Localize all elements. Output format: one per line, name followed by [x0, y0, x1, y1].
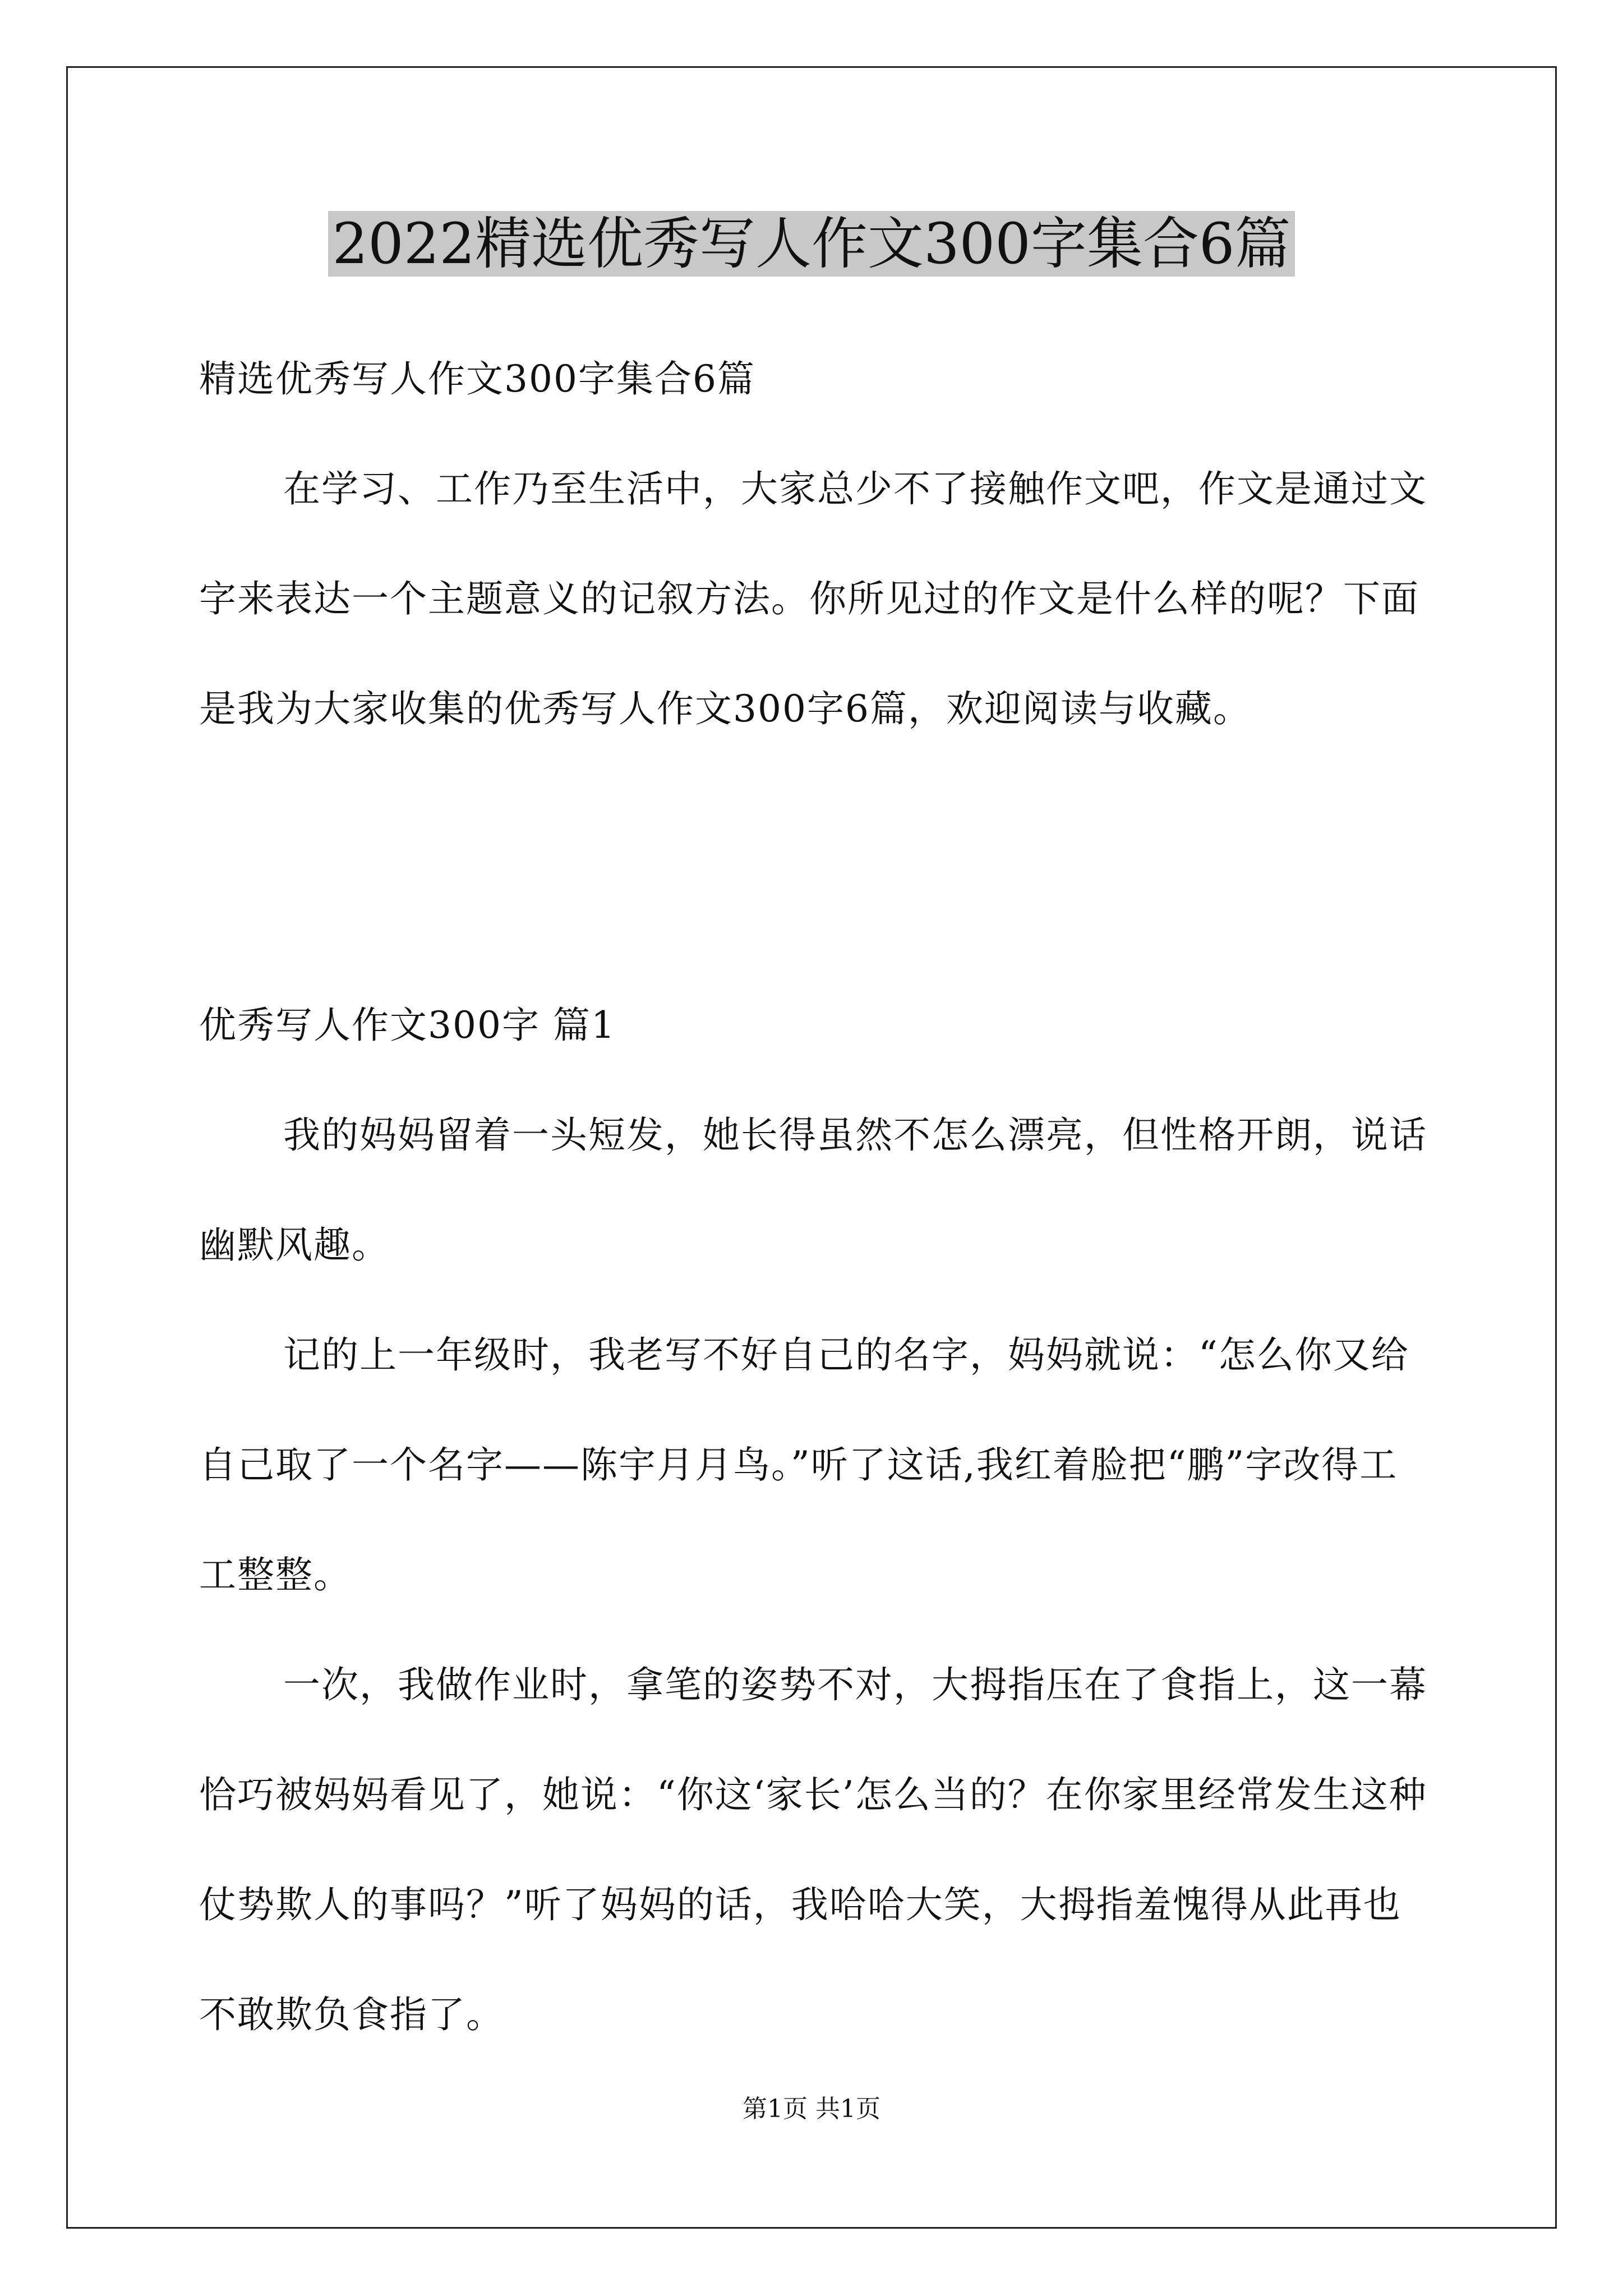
document-subtitle: 精选优秀写人作文300字集合6篇 — [199, 357, 755, 401]
body-paragraph: 记的上一年级时，我老写不好自己的名字，妈妈就说：“怎么你又给自己取了一个名字——陈宇月月鸟。”听了这话,我红着脸把“鹏”字改得工工整整。 — [199, 1333, 1409, 1596]
document-title-text: 2022精选优秀写人作文300字集合6篇 — [328, 211, 1295, 277]
page-footer: 第1页 共1页 — [743, 2095, 880, 2123]
body-paragraph: 我的妈妈留着一头短发，她长得虽然不怎么漂亮，但性格开朗，说话幽默风趣。 — [199, 1114, 1427, 1267]
body-paragraph: 一次，我做作业时，拿笔的姿势不对，大拇指压在了食指上，这一幕恰巧被妈妈看见了，她说：“你这‘家长’怎么当的？在你家里经常发生这种仗势欺人的事吗？”听了妈妈的话，我哈哈大笑，大拇指羞愧得从此再也不敢欺负食指了。 — [199, 1663, 1427, 2036]
section-heading: 优秀写人作文300字 篇1 — [199, 1004, 616, 1047]
document-title — [0, 208, 1623, 280]
intro-paragraph: 在学习、工作乃至生活中，大家总少不了接触作文吧，作文是通过文字来表达一个主题意义的记叙方法。你所见过的作文是什么样的呢？下面是我为大家收集的优秀写人作文300字6篇，欢迎阅读与收藏。 — [199, 467, 1427, 730]
